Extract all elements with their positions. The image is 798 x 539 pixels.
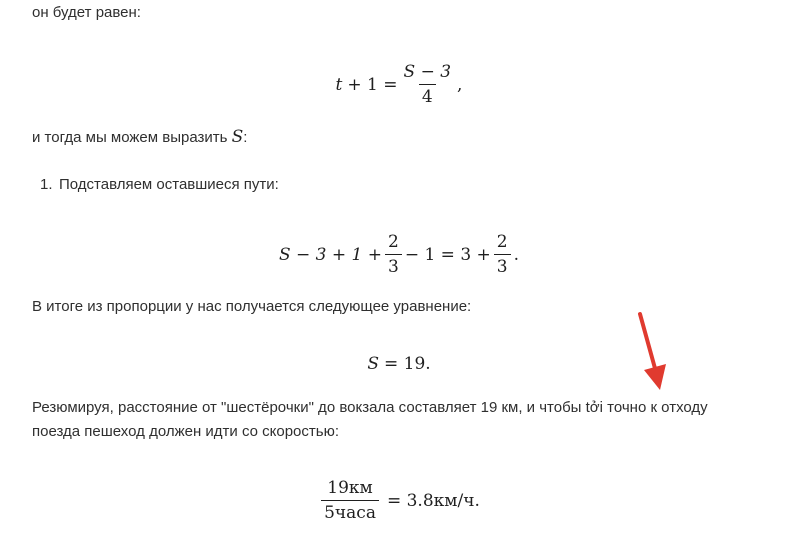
- paragraph-proportion: В итоге из пропорции у нас получается следующее уравнение:: [32, 298, 472, 315]
- eq1-denominator: 4: [419, 84, 436, 107]
- paragraph-summary-line2: поезда пешеход должен идти со скоростью:: [32, 423, 339, 440]
- p2-suffix: :: [243, 129, 248, 146]
- eq2-f1-den: 3: [385, 254, 402, 277]
- eq1-var: t: [335, 74, 343, 95]
- paragraph-summary-line1: Резюмируя, расстояние от "шестёрочки" до вокзала составляет 19 км, и чтобы tởi точно к отходу: [32, 399, 708, 416]
- eq4-denominator: 5часа: [321, 500, 379, 523]
- equation-speed: [0, 478, 798, 523]
- eq3-var: S: [367, 354, 379, 374]
- eq1-fraction: [401, 62, 455, 107]
- list-item-substitute: Подставляем оставшиеся пути:: [59, 176, 279, 193]
- paragraph-express-s: [32, 126, 247, 149]
- eq2-fraction-1: [385, 232, 402, 277]
- eq4-numerator: 19км: [327, 478, 373, 498]
- paragraph-result-intro: он будет равен:: [32, 4, 141, 21]
- eq2-tail: .: [513, 244, 520, 265]
- eq1-numerator: S − 3: [403, 62, 452, 82]
- eq2-fraction-2: [494, 232, 511, 277]
- eq3-rest: = 19.: [383, 354, 431, 374]
- p2-variable: S: [231, 127, 244, 147]
- eq1-lhs: + 1 =: [347, 74, 398, 95]
- eq2-f2-num: 2: [496, 232, 508, 252]
- eq1-tail: ,: [457, 74, 463, 95]
- eq2-part-b: − 1 = 3 +: [404, 244, 491, 265]
- eq4-fraction: [321, 478, 379, 523]
- eq2-f1-num: 2: [387, 232, 399, 252]
- equation-t-plus-one: [0, 62, 798, 107]
- list-number: 1.: [40, 176, 53, 193]
- eq4-rest: = 3.8км/ч.: [386, 490, 480, 511]
- equation-substitution: [0, 232, 798, 277]
- red-arrow-annotation-icon: [620, 310, 680, 395]
- eq2-f2-den: 3: [494, 254, 511, 277]
- eq2-part-a: S − 3 + 1 +: [278, 244, 382, 265]
- p2-text: и тогда мы можем выразить: [32, 129, 232, 146]
